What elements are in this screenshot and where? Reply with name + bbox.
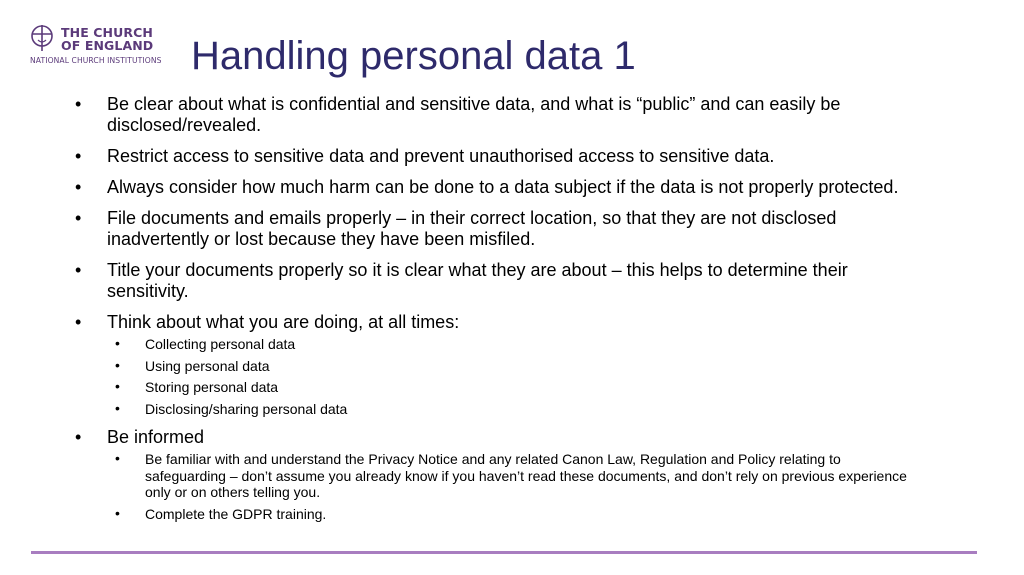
sub-bullet-marker: • — [115, 378, 120, 394]
logo-text-line1: THE CHURCH — [61, 25, 153, 40]
bullet-text: Be clear about what is confidential and sensitive data, and what is “public” and can easily be disclosed/revealed. — [107, 94, 841, 135]
sub-bullet-text: Complete the GDPR training. — [145, 505, 327, 522]
sub-bullet-text: Disclosing/sharing personal data — [145, 400, 348, 417]
sub-bullet-text: Using personal data — [145, 357, 270, 374]
sub-bullet-list — [107, 336, 915, 417]
bullet-item — [75, 208, 915, 250]
logo-text-line2: OF ENGLAND — [61, 38, 154, 53]
bullet-list — [75, 94, 915, 532]
sub-bullet-item — [107, 336, 915, 353]
sub-bullet-list — [107, 451, 915, 522]
logo-subtitle: NATIONAL CHURCH INSTITUTIONS — [30, 56, 162, 65]
bullet-item — [75, 427, 915, 522]
church-of-england-logo — [28, 22, 178, 68]
bullet-marker: • — [75, 208, 82, 228]
bullet-text: File documents and emails properly – in their correct location, so that they are not disclosed inadvertently or lost because they have been misfiled. — [107, 208, 837, 249]
bullet-marker: • — [75, 427, 82, 447]
bullet-item — [75, 94, 915, 136]
slide-title: Handling personal data 1 — [191, 34, 636, 78]
bullet-text: Always consider how much harm can be done to a data subject if the data is not properly protected. — [107, 177, 899, 197]
sub-bullet-text: Be familiar with and understand the Privacy Notice and any related Canon Law, Regulation and Policy relating to safeguarding – don’t assume you already know if you haven’t read these documents, and don’t rely on previous experience only or on others telling you. — [145, 451, 907, 500]
bullet-text: Restrict access to sensitive data and prevent unauthorised access to sensitive data. — [107, 146, 775, 166]
footer-divider — [31, 551, 977, 554]
bullet-marker: • — [75, 260, 82, 280]
sub-bullet-text: Storing personal data — [145, 379, 279, 395]
bullet-text: Think about what you are doing, at all times: — [107, 312, 460, 332]
church-cross-icon — [30, 24, 54, 52]
sub-bullet-item — [107, 451, 915, 501]
sub-bullet-item — [107, 379, 915, 396]
sub-bullet-text: Collecting personal data — [145, 336, 296, 352]
bullet-marker: • — [75, 312, 82, 332]
bullet-marker: • — [75, 94, 82, 114]
bullet-item — [75, 260, 915, 302]
bullet-text: Be informed — [107, 427, 205, 447]
sub-bullet-item — [107, 506, 915, 523]
bullet-marker: • — [75, 146, 82, 166]
sub-bullet-item — [107, 358, 915, 375]
sub-bullet-item — [107, 401, 915, 418]
sub-bullet-marker: • — [115, 335, 120, 351]
sub-bullet-marker: • — [115, 356, 120, 373]
sub-bullet-marker: • — [115, 504, 120, 521]
bullet-marker: • — [75, 177, 82, 197]
bullet-item — [75, 312, 915, 417]
sub-bullet-marker: • — [115, 450, 120, 466]
bullet-item — [75, 146, 915, 167]
bullet-text: Title your documents properly so it is clear what they are about – this helps to determine their sensitivity. — [107, 260, 848, 301]
sub-bullet-marker: • — [115, 399, 120, 416]
bullet-item — [75, 177, 915, 198]
